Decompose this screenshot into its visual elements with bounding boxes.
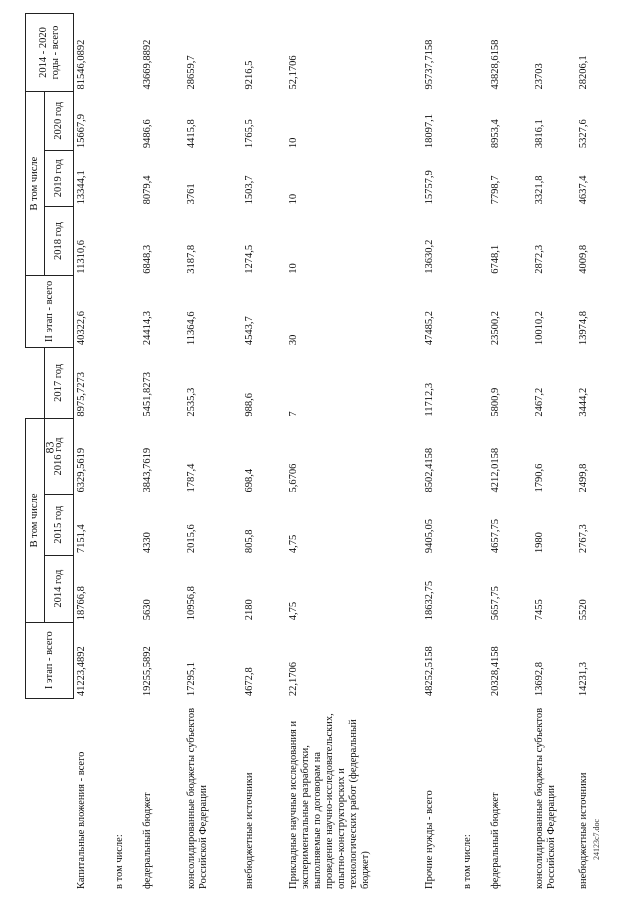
row-value: 3816,1	[534, 119, 545, 149]
row-value: 6748,1	[490, 244, 501, 274]
row-value: 8079,4	[142, 175, 153, 205]
row-value: 10010,2	[534, 311, 545, 346]
row-value: 5657,75	[490, 586, 501, 621]
row-value: 8975,7273	[76, 372, 87, 417]
row-value: 20328,4158	[490, 646, 501, 697]
row-value: 2872,3	[534, 244, 545, 274]
row-label: федеральный бюджет	[142, 792, 153, 889]
row-value: 2467,2	[534, 387, 545, 417]
row-value	[112, 150, 140, 206]
row-value: 5451,8273	[142, 372, 153, 417]
row-value	[112, 494, 140, 555]
row-value	[112, 347, 140, 418]
row-value: 1787,4	[186, 463, 197, 493]
row-value: 10	[288, 137, 299, 149]
row-value	[460, 206, 488, 275]
row-value	[112, 555, 140, 622]
row-label: внебюджетные источники	[578, 772, 589, 889]
row-label: Прочие нужды - всего	[424, 790, 435, 889]
row-value: 3187,8	[186, 244, 197, 274]
col-stage1-total: I этап - всего	[26, 622, 74, 698]
row-value: 9216,5	[244, 60, 255, 90]
row-label: в том числе:	[114, 834, 125, 889]
row-value: 10	[288, 263, 299, 274]
row-value: 13692,8	[534, 661, 545, 697]
col-2019: 2019 год	[45, 150, 74, 206]
row-label: консолидированные бюджеты субъектов Российской Федерации	[186, 707, 209, 889]
row-value: 47485,2	[424, 311, 435, 346]
row-value: 698,4	[244, 468, 255, 493]
row-value: 2767,3	[578, 524, 589, 554]
row-value: 5327,6	[578, 119, 589, 149]
row-value: 41223,4892	[76, 646, 87, 697]
col-2018: 2018 год	[45, 206, 74, 275]
row-value: 48252,5158	[424, 646, 435, 697]
row-value: 5800,9	[490, 387, 501, 417]
row-value: 1503,7	[244, 175, 255, 205]
row-value	[460, 494, 488, 555]
row-value: 2180	[244, 599, 255, 621]
row-value: 6329,5619	[76, 447, 87, 493]
row-value: 40322,6	[76, 311, 87, 346]
col-incl-stage1: В том числе	[26, 419, 45, 623]
table-row	[242, 14, 286, 894]
row-value: 81546,0892	[76, 39, 87, 90]
header-row-2	[45, 14, 74, 894]
row-value: 11364,6	[186, 311, 197, 346]
row-label: Капитальные вложения - всего	[75, 751, 87, 889]
row-value: 18632,75	[424, 580, 435, 621]
page-number: 83	[42, 441, 57, 454]
row-value: 4543,7	[244, 316, 255, 346]
row-value	[460, 14, 488, 92]
row-value	[460, 622, 488, 698]
row-value: 7798,7	[490, 175, 501, 205]
row-value: 7455	[534, 599, 545, 621]
col-2016: 2016 год	[45, 419, 74, 495]
row-value	[460, 150, 488, 206]
table-row	[488, 14, 532, 894]
row-value: 5630	[142, 599, 153, 621]
row-value: 4637,4	[578, 175, 589, 205]
row-value: 13974,8	[578, 311, 589, 346]
table-row	[184, 14, 242, 894]
footer-filename: 24123c7.doc	[592, 818, 601, 860]
row-value: 3843,7619	[142, 447, 153, 493]
row-value	[112, 206, 140, 275]
col-2017: 2017 год	[45, 347, 74, 418]
budget-table-rotated	[25, 13, 610, 893]
row-value: 4,75	[288, 534, 299, 554]
table-row	[532, 14, 576, 894]
row-value: 95737,7158	[424, 39, 435, 90]
row-value: 4657,75	[490, 518, 501, 554]
row-value: 10	[288, 193, 299, 205]
table-row	[576, 14, 610, 894]
row-value	[112, 419, 140, 495]
row-value: 11712,3	[424, 382, 435, 417]
row-value: 4212,0158	[490, 447, 501, 493]
row-value: 23500,2	[490, 311, 501, 346]
col-stage2-total: II этап - всего	[26, 276, 74, 347]
row-value	[460, 276, 488, 347]
row-value: 7	[288, 411, 299, 417]
row-value: 4,75	[288, 601, 299, 621]
row-value: 17295,1	[186, 661, 197, 697]
row-value: 28206,1	[578, 55, 589, 90]
row-value: 18766,8	[76, 586, 87, 621]
row-label: внебюджетные источники	[244, 772, 255, 889]
col-2015: 2015 год	[45, 494, 74, 555]
header-row-1	[26, 14, 45, 894]
row-value: 4009,8	[578, 244, 589, 274]
row-value: 7151,4	[76, 524, 87, 554]
row-value: 4330	[142, 532, 153, 554]
table-row	[286, 14, 422, 894]
row-value: 988,6	[244, 393, 255, 417]
table-row	[140, 14, 184, 894]
table-row	[74, 14, 113, 894]
row-value	[112, 276, 140, 347]
row-value: 9486,6	[142, 119, 153, 149]
row-value: 43669,8892	[142, 39, 153, 90]
row-value: 13630,2	[424, 239, 435, 274]
row-value: 3321,8	[534, 175, 545, 205]
row-value: 23703	[534, 63, 545, 90]
row-value: 805,8	[244, 529, 255, 554]
row-value: 22,1706	[288, 661, 299, 697]
col-grand-total: 2014 - 2020 годы - всего	[26, 14, 74, 92]
row-value: 4415,8	[186, 119, 197, 149]
row-value: 15757,9	[424, 170, 435, 205]
row-value: 30	[288, 334, 299, 346]
row-value: 52,1706	[288, 55, 299, 90]
row-value: 13344,1	[76, 170, 87, 205]
row-label: в том числе:	[462, 834, 473, 889]
row-value: 3444,2	[578, 387, 589, 417]
row-value: 3761	[186, 183, 197, 205]
row-label: федеральный бюджет	[490, 792, 501, 889]
row-value: 9405,05	[424, 518, 435, 554]
row-value: 43828,6158	[490, 39, 501, 90]
row-label: консолидированные бюджеты субъектов Российской Федерации	[534, 707, 557, 889]
row-value: 8953,4	[490, 119, 501, 149]
table-row	[422, 14, 460, 894]
table-row	[460, 14, 488, 894]
row-value	[460, 419, 488, 495]
row-value	[112, 14, 140, 92]
row-value: 8502,4158	[424, 447, 435, 493]
row-value: 14231,3	[578, 661, 589, 697]
row-value	[460, 347, 488, 418]
row-value	[460, 555, 488, 622]
row-value	[112, 92, 140, 151]
row-label: Прикладные научные исследования и экспериментальные разработки, выполняемые по договорам на проведение научно-исследовательских, опытно-конструкторских и технологических работ (федеральный бюджет)	[288, 713, 371, 889]
row-value: 10956,8	[186, 586, 197, 621]
row-value: 2535,3	[186, 387, 197, 417]
row-value: 1274,5	[244, 244, 255, 274]
row-value: 19255,5892	[142, 646, 153, 697]
row-value: 18097,1	[424, 113, 435, 149]
table-row	[112, 14, 140, 894]
row-value: 5,6706	[288, 463, 299, 493]
row-value: 28659,7	[186, 55, 197, 90]
row-value: 11310,6	[76, 239, 87, 274]
budget-table	[25, 13, 610, 893]
row-value: 24414,3	[142, 311, 153, 346]
row-value: 1765,5	[244, 119, 255, 149]
row-value: 6848,3	[142, 244, 153, 274]
row-value: 2015,6	[186, 524, 197, 554]
col-2014: 2014 год	[45, 555, 74, 622]
row-value: 1790,6	[534, 463, 545, 493]
row-value	[112, 622, 140, 698]
row-value: 1980	[534, 532, 545, 554]
col-incl-stage2: В том числе	[26, 92, 45, 276]
row-value: 15667,9	[76, 113, 87, 149]
col-2020: 2020 год	[45, 92, 74, 151]
row-value: 2499,8	[578, 463, 589, 493]
row-value	[460, 92, 488, 151]
row-value: 4672,8	[244, 667, 255, 697]
row-value: 5520	[578, 599, 589, 621]
